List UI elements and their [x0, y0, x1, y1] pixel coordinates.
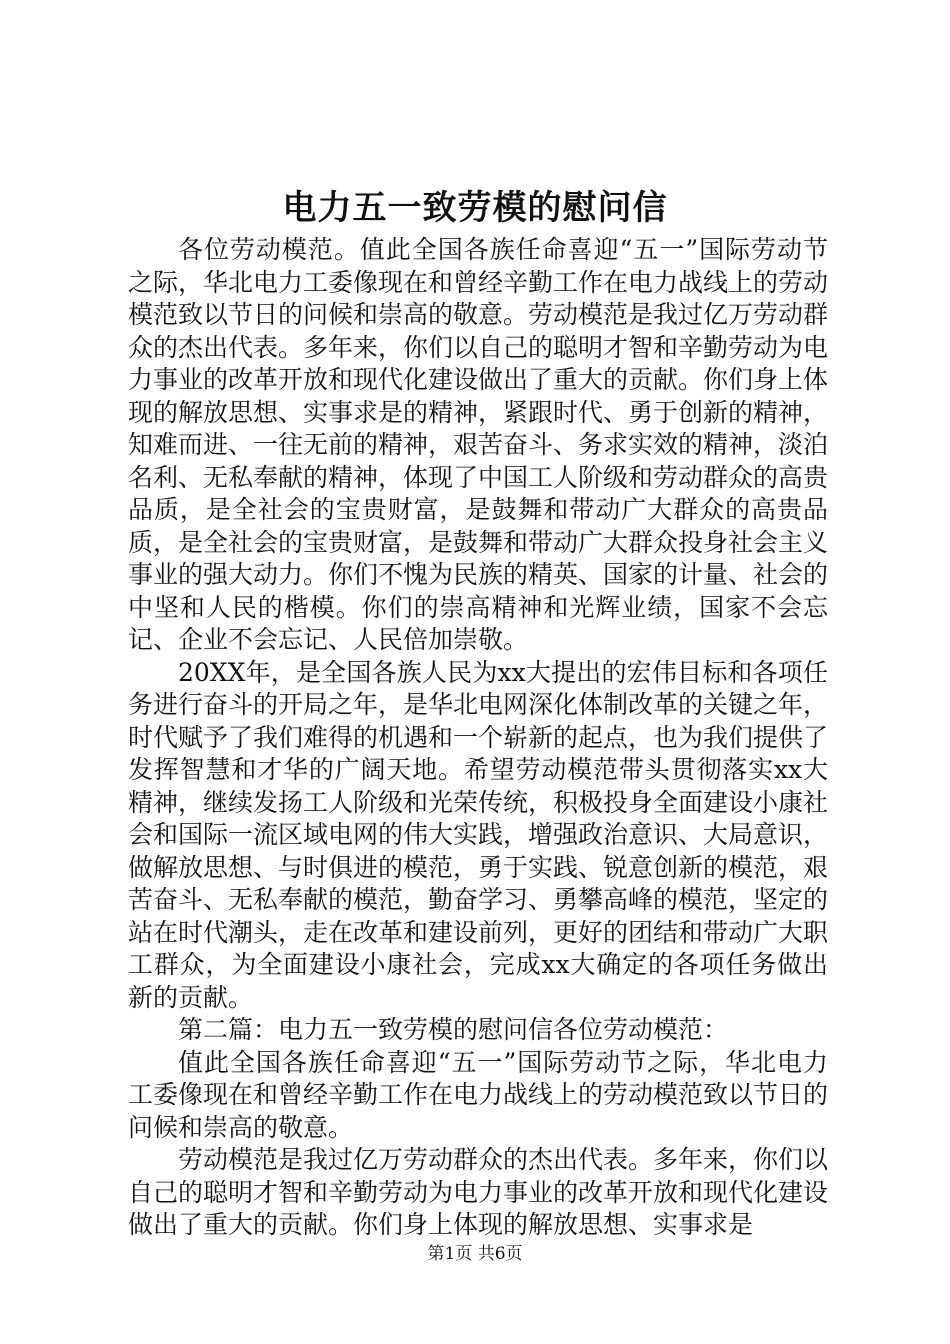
page-number-footer: 第1页 共6页 — [427, 1244, 523, 1264]
paragraph: 20XX年，是全国各族人民为xx大提出的宏伟目标和各项任务进行奋斗的开局之年，是华北电网深化体制改革的关键之年，时代赋予了我们难得的机遇和一个崭新的起点，也为我们提供了发挥智慧和才华的广阔天地。希望劳动模范带头贯彻落实xx大精神，继续发扬工人阶级和光荣传统，积极投身全面建设小康社会和国际一流区域电网的伟大实践，增强政治意识、大局意识，做解放思想、与时俱进的模范，勇于实践、锐意创新的模范，艰苦奋斗、无私奉献的模范，勤奋学习、勇攀高峰的模范，坚定的站在时代潮头，走在改革和建设前列，更好的团结和带动广大职工群众，为全面建设小康社会，完成xx大确定的各项任务做出新的贡献。 — [128, 657, 829, 1012]
paragraph: 各位劳动模范。值此全国各族任命喜迎“五一”国际劳动节之际，华北电力工委像现在和曾经辛勤工作在电力战线上的劳动模范致以节日的问候和崇高的敬意。劳动模范是我过亿万劳动群众的杰出代表。多年来，你们以自己的聪明才智和辛勤劳动为电力事业的改革开放和现代化建设做出了重大的贡献。你们身上体现的解放思想、实事求是的精神，紧跟时代、勇于创新的精神，知难而进、一往无前的精神，艰苦奋斗、务求实效的精神，淡泊名利、无私奉献的精神，体现了中国工人阶级和劳动群众的高贵品质，是全社会的宝贵财富，是鼓舞和带动广大群众的高贵品质，是全社会的宝贵财富，是鼓舞和带动广大群众投身社会主义事业的强大动力。你们不愧为民族的精英、国家的计量、社会的中坚和人民的楷模。你们的崇高精神和光辉业绩，国家不会忘记、企业不会忘记、人民倍加崇敬。 — [128, 235, 829, 654]
paragraph: 劳动模范是我过亿万劳动群众的杰出代表。多年来，你们以自己的聪明才智和辛勤劳动为电力事业的改革开放和现代化建设做出了重大的贡献。你们身上体现的解放思想、实事求是 — [128, 1145, 829, 1239]
paragraph: 值此全国各族任命喜迎“五一”国际劳动节之际，华北电力工委像现在和曾经辛勤工作在电力战线上的劳动模范致以节日的问候和崇高的敬意。 — [128, 1047, 829, 1142]
document-body — [128, 234, 828, 1242]
paragraph: 第二篇：电力五一致劳模的慰问信各位劳动模范： — [178, 1015, 729, 1044]
page-title: 电力五一致劳模的慰问信 — [282, 188, 668, 228]
